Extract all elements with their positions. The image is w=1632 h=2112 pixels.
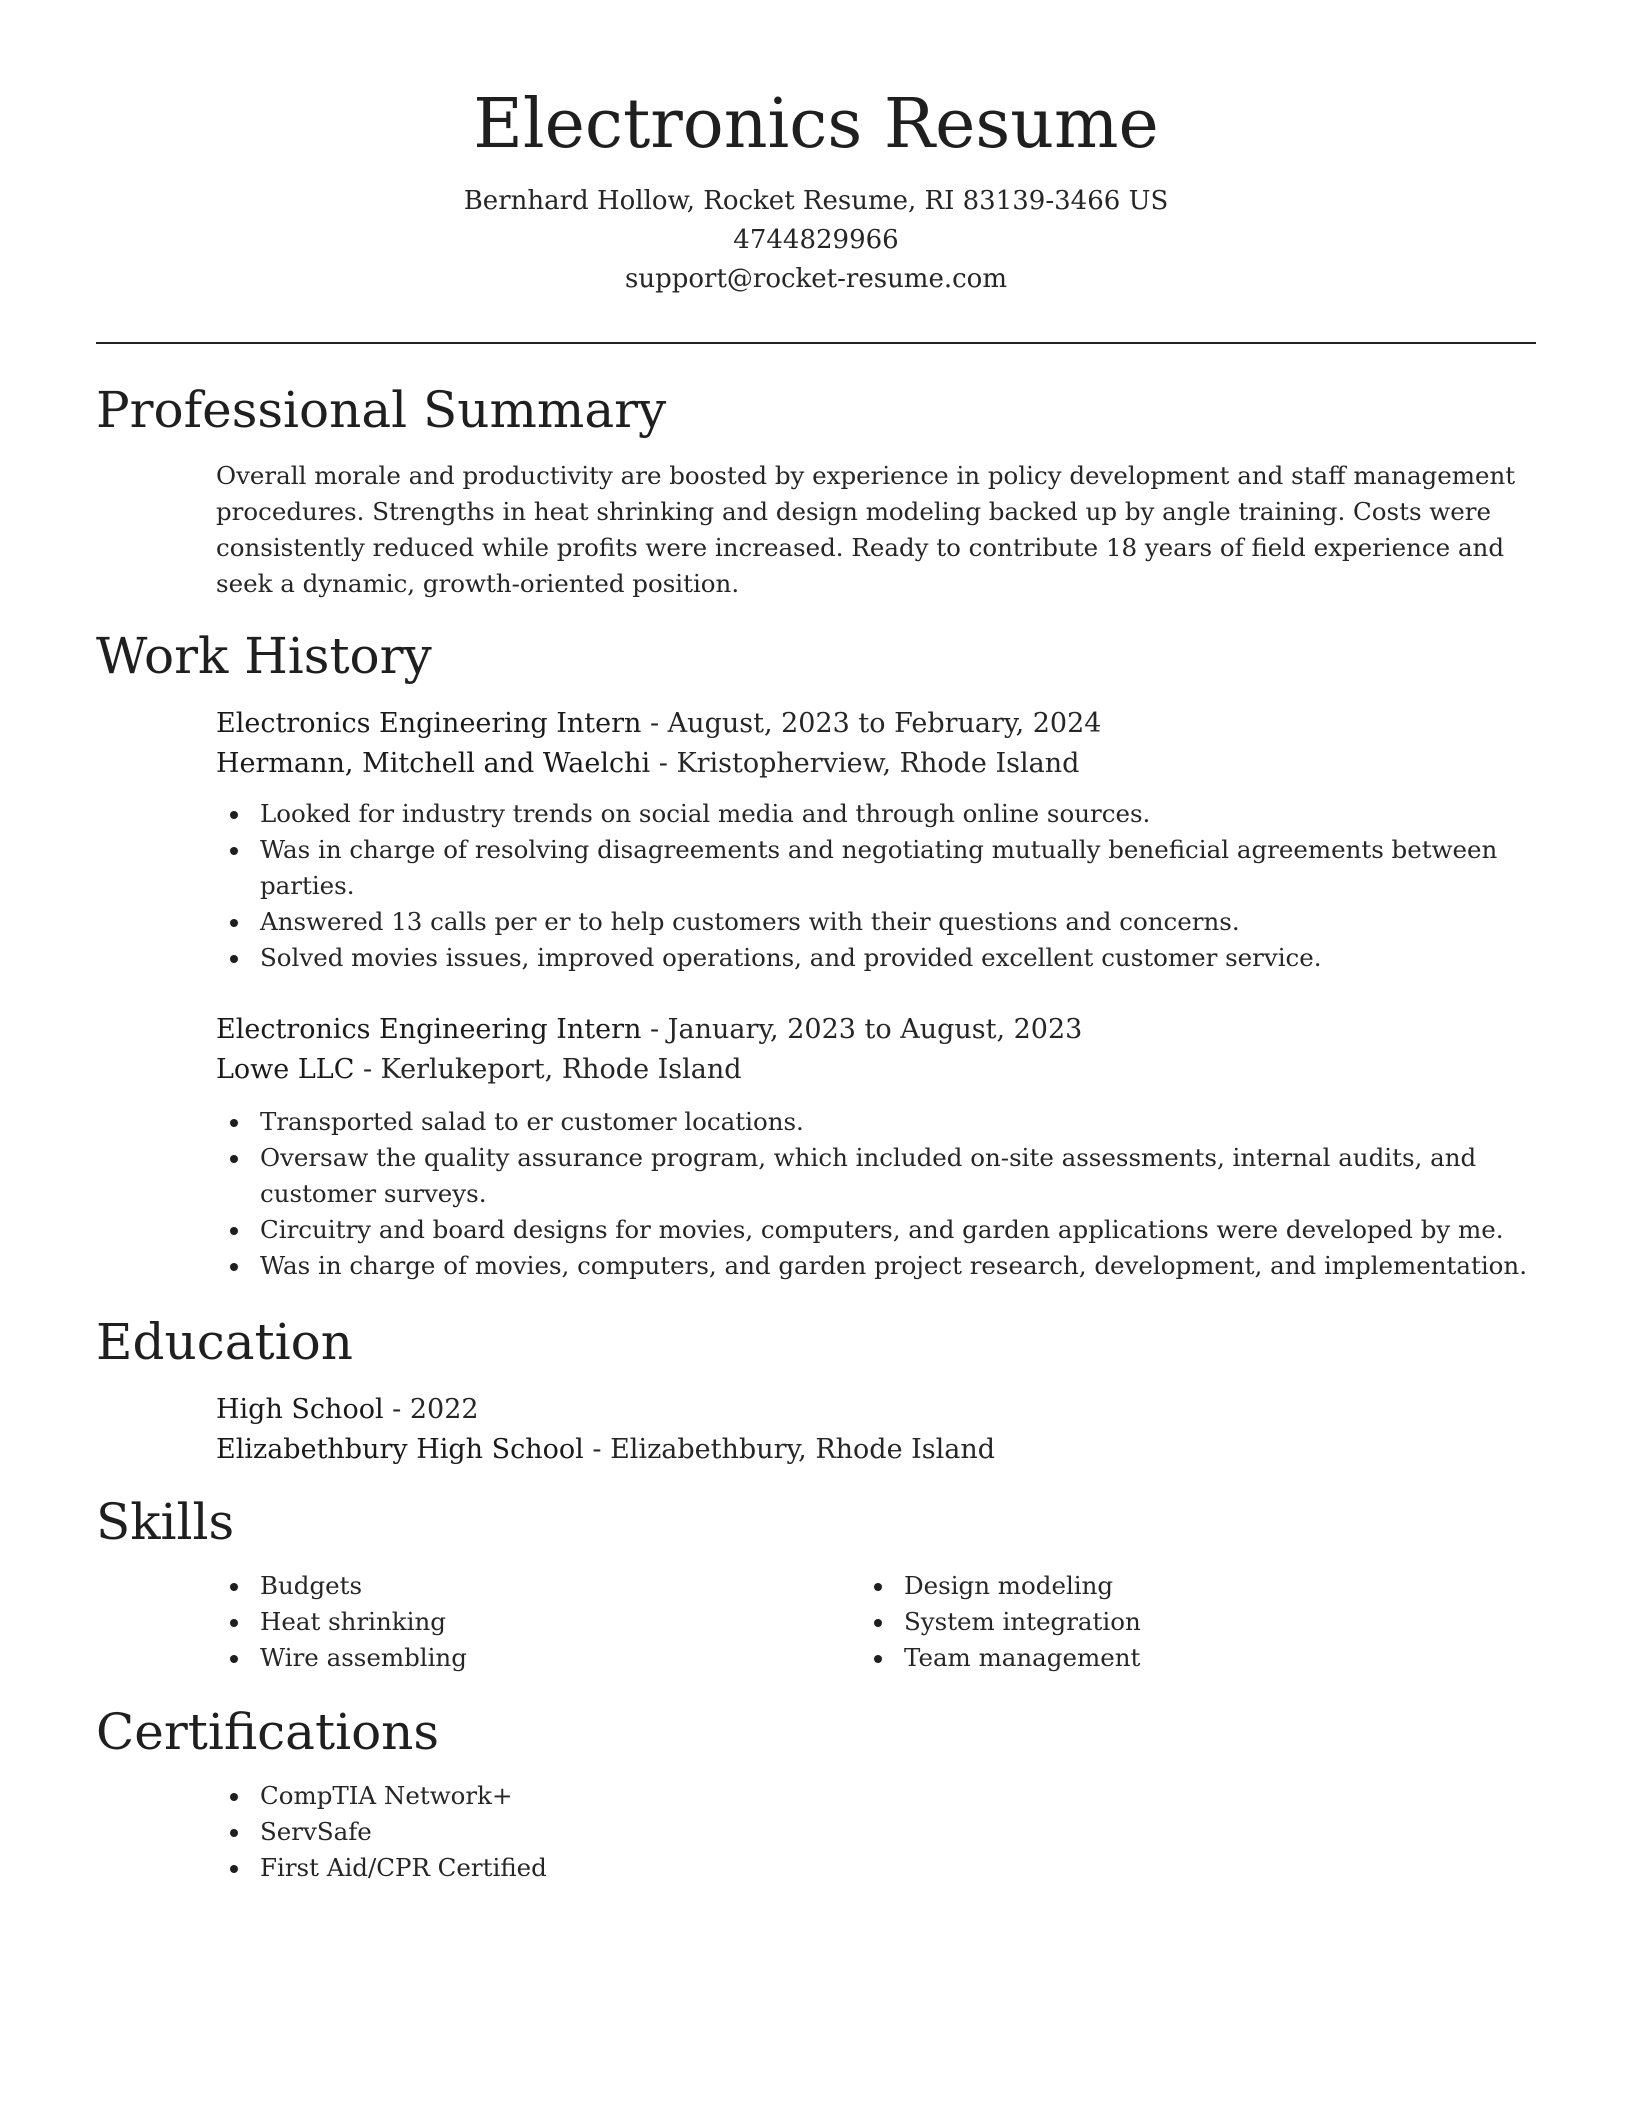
- certification-item: First Aid/CPR Certified: [216, 1850, 1536, 1886]
- skills-heading: Skills: [96, 1493, 235, 1551]
- skill-item: Wire assembling: [216, 1640, 816, 1676]
- resume-header: [0, 80, 1632, 299]
- certifications-heading: Certifications: [96, 1703, 440, 1761]
- address: Bernhard Hollow, Rocket Resume, RI 83139-3466 US: [463, 186, 1169, 216]
- phone: 4744829966: [733, 225, 899, 255]
- graduation-year: - 2022: [383, 1394, 479, 1425]
- skill-item: Budgets: [216, 1568, 816, 1604]
- job-company-line: [216, 1050, 1536, 1090]
- skills-column-right: [860, 1568, 1460, 1676]
- skills-list: [216, 1568, 816, 1676]
- summary-section: [216, 458, 1536, 602]
- list-item: Solved movies issues, improved operations, and provided excellent customer service.: [216, 940, 1536, 976]
- email: support@rocket-resume.com: [624, 264, 1007, 294]
- work-history-heading: Work History: [96, 627, 432, 685]
- header-divider: [96, 342, 1536, 344]
- list-item: Transported salad to er customer locations.: [216, 1104, 1536, 1140]
- skills-column-left: [216, 1568, 816, 1676]
- candidate-name: Electronics Resume: [473, 85, 1159, 164]
- certifications-section: [216, 1778, 1536, 1886]
- job-company-line: [216, 744, 1536, 784]
- job-location: - Kristopherview, Rhode Island: [650, 748, 1080, 779]
- list-item: Was in charge of resolving disagreements and negotiating mutually beneficial agreements between parties.: [216, 832, 1536, 904]
- list-item: Looked for industry trends on social media and through online sources.: [216, 796, 1536, 832]
- summary-text: Overall morale and productivity are boosted by experience in policy development and staff management procedures. Strengths in heat shrinking and design modeling backed up by angle training. Costs were consistently reduced while profits were increased. Ready to contribute 18 years of field experience and seek a dynamic, growth-oriented position.: [216, 461, 1516, 598]
- summary-heading: Professional Summary: [96, 381, 667, 439]
- job-entry: [216, 704, 1536, 976]
- school-name: Elizabethbury High School: [216, 1434, 584, 1465]
- list-item: Was in charge of movies, computers, and garden project research, development, and implementation.: [216, 1248, 1536, 1284]
- job-entry: [216, 1010, 1536, 1284]
- job-title-line: [216, 1010, 1536, 1050]
- list-item: Circuitry and board designs for movies, computers, and garden applications were developed by me.: [216, 1212, 1536, 1248]
- job-dates: - January, 2023 to August, 2023: [641, 1014, 1083, 1045]
- certification-item: ServSafe: [216, 1814, 1536, 1850]
- skill-item: System integration: [860, 1604, 1460, 1640]
- certification-item: CompTIA Network+: [216, 1778, 1536, 1814]
- degree: High School: [216, 1394, 384, 1425]
- job-role: Electronics Engineering Intern: [216, 708, 642, 739]
- list-item: Answered 13 calls per er to help customers with their questions and concerns.: [216, 904, 1536, 940]
- school-line: [216, 1430, 1536, 1470]
- skills-list: [860, 1568, 1460, 1676]
- skill-item: Heat shrinking: [216, 1604, 816, 1640]
- skill-item: Design modeling: [860, 1568, 1460, 1604]
- job-duties-list: [216, 796, 1536, 976]
- contact-info: [0, 182, 1632, 299]
- school-location: - Elizabethbury, Rhode Island: [583, 1434, 996, 1465]
- job-company: Hermann, Mitchell and Waelchi: [216, 748, 651, 779]
- job-duties-list: [216, 1104, 1536, 1284]
- education-heading: Education: [96, 1313, 353, 1371]
- certifications-list: [216, 1778, 1536, 1886]
- skill-item: Team management: [860, 1640, 1460, 1676]
- job-role: Electronics Engineering Intern: [216, 1014, 642, 1045]
- job-company: Lowe LLC: [216, 1054, 355, 1085]
- job-dates: - August, 2023 to February, 2024: [641, 708, 1102, 739]
- degree-line: [216, 1390, 1536, 1430]
- education-entry: [216, 1390, 1536, 1470]
- job-location: - Kerlukeport, Rhode Island: [354, 1054, 742, 1085]
- job-title-line: [216, 704, 1536, 744]
- list-item: Oversaw the quality assurance program, which included on-site assessments, internal audits, and customer surveys.: [216, 1140, 1536, 1212]
